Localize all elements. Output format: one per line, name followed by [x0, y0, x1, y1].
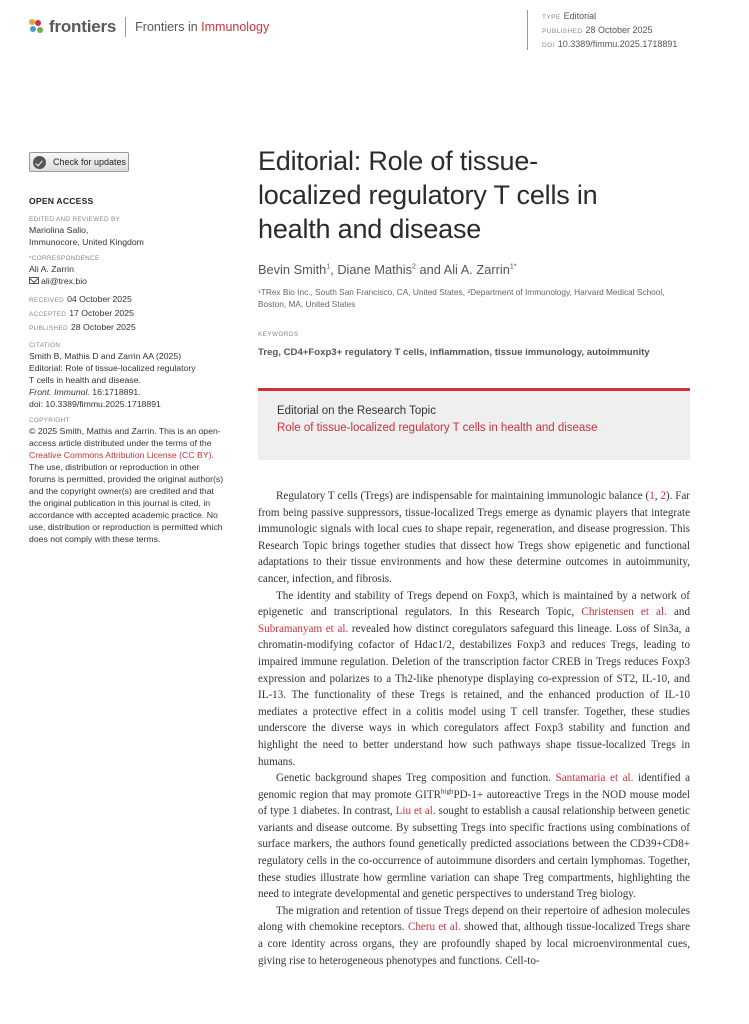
keywords-label: KEYWORDS — [258, 331, 299, 338]
frontiers-mark-icon — [29, 19, 45, 35]
meta-type: TYPE Editorial — [542, 11, 597, 21]
topic-link[interactable]: Role of tissue-localized regulatory T cells in health and disease — [277, 422, 598, 434]
dates-block: RECEIVED 04 October 2025 ACCEPTED 17 October 2025 PUBLISHED 28 October 2025 — [29, 294, 136, 332]
journal-name: Frontiers in Immunology — [135, 20, 270, 34]
reference-link[interactable]: Christensen et al. — [581, 606, 667, 619]
open-access-label: OPEN ACCESS — [29, 196, 94, 206]
article-body — [258, 488, 690, 969]
citation-doi[interactable]: doi: 10.3389/fimmu.2025.1718891 — [29, 399, 161, 409]
sidebar — [29, 152, 229, 551]
mail-icon — [29, 277, 39, 284]
reference-link[interactable]: Santamaria et al. — [555, 772, 634, 785]
author-list: Bevin Smith$^1$, Diane Mathis$^2$ and Ali A. Zarrin$^{1*}$ — [258, 262, 517, 277]
brand-name: frontiers — [49, 17, 117, 36]
license-link[interactable]: Creative Commons Attribution License (CC BY). — [29, 450, 214, 460]
reference-link[interactable]: 1 — [649, 490, 655, 502]
reference-link[interactable]: Cheru et al. — [407, 921, 461, 934]
citation-block: CITATION Smith B, Mathis D and Zarrin AA (2025) Editorial: Role of tissue-localized regulatory T cells in health and disease. Front. Immunol. 16:1718891. doi: 10.3389/fimmu.2025.1718891 — [29, 341, 229, 410]
editor-block: EDITED AND REVIEWED BY Mariolina Salio, Immunocore, United Kingdom — [29, 216, 144, 247]
correspondence-block: *CORRESPONDENCE Ali A. Zarrin ali@trex.bio — [29, 254, 229, 287]
paragraph-4: The migration and retention of tissue Tregs depend on their repertoire of adhesion molecules along with chemokine receptors. Cheru et al. showed that, although tissue-localized Tregs share a core identity across organs, they are profoundly shaped by local microenvironmental cues, giving rise to heterogeneous phenotypes and functions. Cell-to- — [258, 904, 691, 967]
article-title: Editorial: Role of tissue-localized regulatory T cells in health and disease — [258, 146, 598, 244]
check-updates-button[interactable]: Check for updates — [29, 152, 129, 172]
logo-divider — [125, 17, 126, 37]
reference-link[interactable]: Subramanyam et al. — [258, 622, 349, 635]
main-content — [258, 144, 690, 969]
keywords: Treg, CD4+Foxp3+ regulatory T cells, inflammation, tissue immunology, autoimmunity — [258, 347, 650, 358]
check-icon — [33, 156, 46, 169]
paragraph-3: Genetic background shapes Treg composition and function. Santamaria et al. identified a genomic region that may promote $GITR^{high}PD-1+$ autoreactive Tregs in the NOD mouse model of type 1 diabetes. In contrast, Liu et al. sought to establish a causal relationship between genetic variants and disease outcome. By subsetting Tregs into specific fractions using combinations of surface markers, the authors found genetically predicted associations between the CD39+CD8+ regulatory cells in the co-occurrence of autoimmune disorders and certain lymphomas. Together, these studies illustrate how germline variation can shape Treg compartments, highlighting the need to integrate developmental and genetic perspectives to understand Treg biology. — [258, 772, 691, 901]
research-topic-box — [258, 388, 690, 460]
paragraph-2: The identity and stability of Tregs depend on Foxp3, which is maintained by a network of epigenetic and transcriptional regulators. In this Research Topic, Christensen et al. and Subramanyam et al. revealed how distinct coregulators safeguard this lineage. Loss of Sin3a, a chromatin-modifying cofactor of Hdac1/2, destabilizes Foxp3 and reduces Tregs, leading to impaired immune regulation. Deletion of the transcription factor CREB in Tregs reduces Foxp3 expression and polarizes to a Th2-like phenotype displaying co-expression of ST2, IL-10, and IL-13. The functionality of these Tregs is retained, and the enhanced production of IL-10 mediates a protective effect in a colitis model using T cell transfer. Together, these studies underscore the diverse ways in which coregulators affect Foxp3 stability and function and highlight the need to better understand how such pathways shape tissue-localized Tregs in humans. — [258, 589, 690, 768]
article-meta — [527, 10, 677, 50]
email-link[interactable]: ali@trex.bio — [29, 275, 229, 287]
topic-heading: Editorial on the Research Topic — [277, 405, 436, 417]
frontiers-logo[interactable] — [29, 17, 269, 37]
reference-link[interactable]: 2 — [660, 490, 666, 502]
reference-link[interactable]: Liu et al. — [395, 805, 436, 818]
affiliations: ¹TRex Bio Inc., South San Francisco, CA, United States, ²Department of Immunology, Harvard Medical School, Boston, MA, United States — [258, 287, 665, 309]
paragraph-1: Regulatory T cells (Tregs) are indispensable for maintaining immunologic balance (1, 2). Far from being passive suppressors, tissue-localized Tregs emerge as dynamic players that integrate immunologic signals with local cues to shape repair, regeneration, and disease progression. This Research Topic brings together studies that dissect how Tregs show epigenetic and functional adaptations to their tissue environments and how these determine outcomes in autoimmunity, cancer, infection, and fibrosis. — [258, 490, 690, 585]
copyright-block: COPYRIGHT © 2025 Smith, Mathis and Zarrin. This is an open-access article distributed under the terms of the Creative Commons Attribution License (CC BY). The use, distribution or reproduction in other forums is permitted, provided the original author(s) and the copyright owner(s) are credited and that the original publication in this journal is cited, in accordance with accepted academic practice. No use, distribution or reproduction is permitted which does not comply with these terms. — [29, 417, 224, 544]
meta-published: PUBLISHED 28 October 2025 — [542, 25, 653, 35]
meta-doi[interactable]: DOI 10.3389/fimmu.2025.1718891 — [542, 39, 678, 49]
